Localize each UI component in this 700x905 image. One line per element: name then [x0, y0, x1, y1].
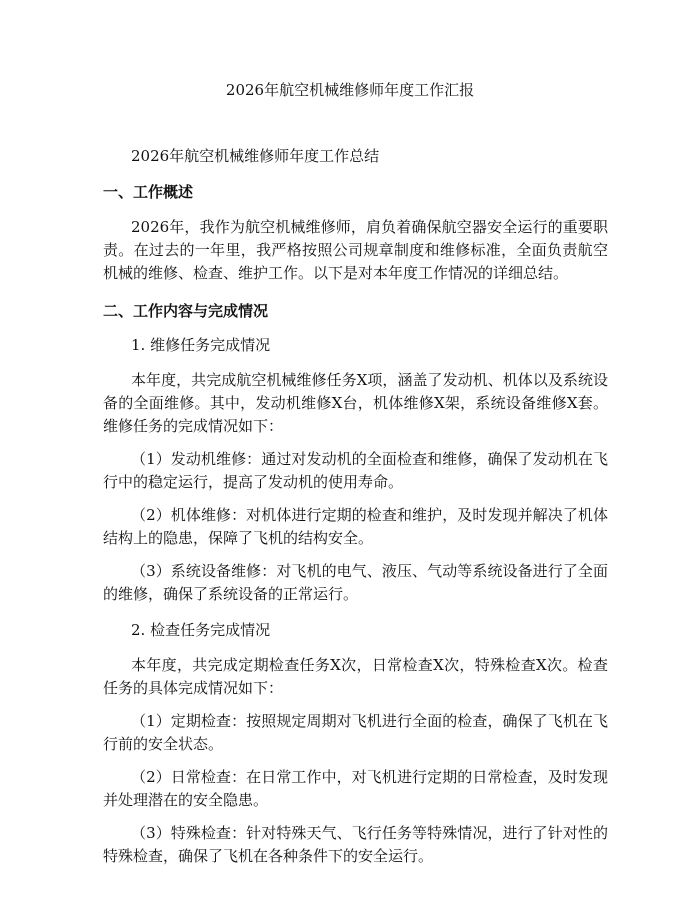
inspection-item-daily: （2）日常检查：在日常工作中，对飞机进行定期的日常检查，及时发现并处理潜在的安全隐患。	[103, 768, 608, 809]
inspection-intro-paragraph: 本年度，共完成定期检查任务X次，日常检查X次，特殊检查X次。检查任务的具体完成情况如下：	[103, 656, 608, 697]
section-heading-work-content: 二、工作内容与完成情况	[103, 302, 269, 320]
overview-paragraph: 2026年，我作为航空机械维修师，肩负着确保航空器安全运行的重要职责。在过去的一年里，我严格按照公司规章制度和维修标准，全面负责航空机械的维修、检查、维护工作。以下是对本年度工作情况的详细总结。	[103, 218, 608, 282]
document-subtitle: 2026年航空机械维修师年度工作总结	[131, 147, 380, 165]
subheading-maintenance-tasks: 1. 维修任务完成情况	[131, 336, 271, 354]
document-title: 2026年航空机械维修师年度工作汇报	[225, 81, 475, 99]
maintenance-item-engine: （1）发动机维修：通过对发动机的全面检查和维修，确保了发动机在飞行中的稳定运行，提高了发动机的使用寿命。	[103, 450, 608, 491]
inspection-item-periodic: （1）定期检查：按照规定周期对飞机进行全面的检查，确保了飞机在飞行前的安全状态。	[103, 712, 608, 753]
subheading-inspection-tasks: 2. 检查任务完成情况	[131, 621, 271, 639]
maintenance-intro-paragraph: 本年度，共完成航空机械维修任务X项，涵盖了发动机、机体以及系统设备的全面维修。其中，发动机维修X台，机体维修X架，系统设备维修X套。维修任务的完成情况如下：	[103, 371, 608, 435]
document-body	[103, 146, 608, 868]
maintenance-item-airframe: （2）机体维修：对机体进行定期的检查和维护，及时发现并解决了机体结构上的隐患，保障了飞机的结构安全。	[103, 506, 608, 547]
maintenance-item-systems: （3）系统设备维修：对飞机的电气、液压、气动等系统设备进行了全面的维修，确保了系统设备的正常运行。	[103, 562, 608, 603]
section-heading-overview: 一、工作概述	[103, 183, 194, 201]
inspection-item-special: （3）特殊检查：针对特殊天气、飞行任务等特殊情况，进行了针对性的特殊检查，确保了飞机在各种条件下的安全运行。	[103, 824, 608, 865]
